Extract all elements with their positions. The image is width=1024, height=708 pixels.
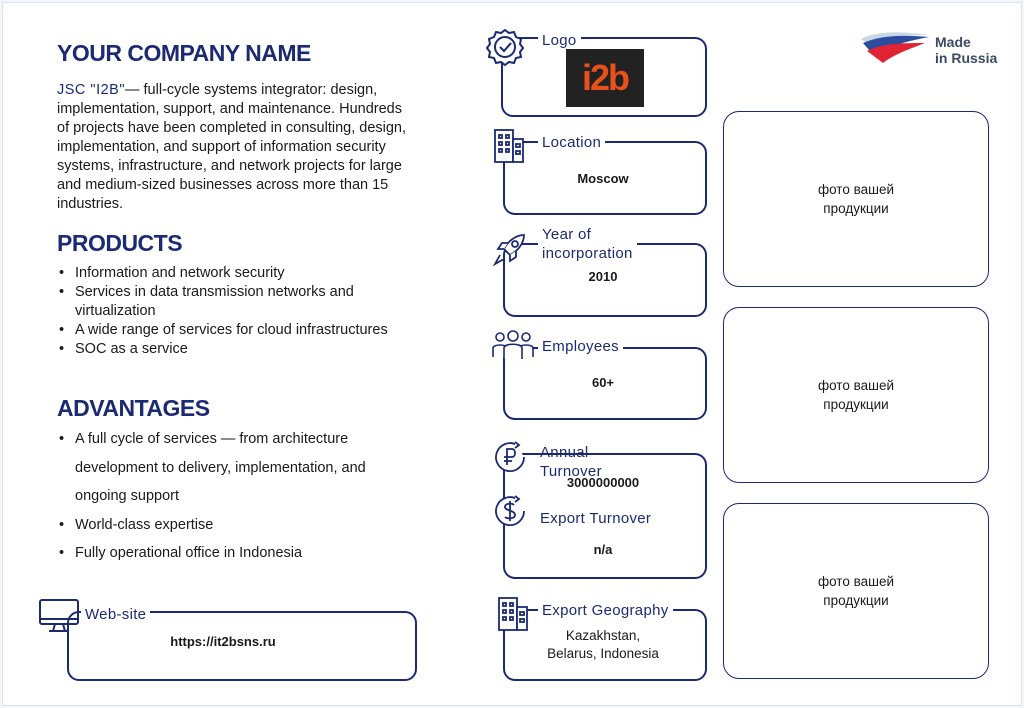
page (2, 2, 1022, 706)
employees-label: Employees (538, 338, 623, 355)
dollar-coin-icon (492, 493, 528, 529)
company-intro-prefix: JSC "I2B" (57, 82, 125, 98)
location-label: Location (538, 134, 605, 151)
year-label (538, 225, 637, 263)
advantages-list (57, 425, 407, 568)
people-icon (490, 329, 536, 361)
rocket-icon (490, 229, 530, 269)
export-turnover-value: n/a (593, 542, 613, 557)
made-in-line2: in Russia (935, 50, 998, 66)
turnover-label-line1: Annual (540, 444, 589, 461)
export-geography-value (523, 627, 683, 663)
company-title: YOUR COMPANY NAME (57, 40, 311, 66)
made-in-russia-label (935, 34, 997, 66)
product-item: • Services in data transmission networks and virtualization (57, 283, 402, 321)
advantages-title: ADVANTAGES (57, 395, 210, 421)
export-geography-line1: Kazakhstan, (565, 628, 641, 643)
company-intro (57, 81, 409, 214)
website-label: Web-site (81, 606, 150, 623)
year-label-line1: Year of (542, 226, 592, 243)
export-geography-line2: Belarus, Indonesia (547, 646, 659, 661)
monitor-icon (37, 597, 81, 635)
company-intro-text: — full-cycle systems integrator: design, implementation, support, and maintenance. Hundreds of projects have been completed in consulting, design, implementation, and support of information security systems, infrastructure, and network projects for large and medium-sized businesses across more than 15 industries. (57, 82, 407, 212)
photo-caption-line1: фото вашей (817, 378, 895, 393)
product-item: • SOC as a service (57, 340, 402, 359)
photo-caption-line2: продукции (823, 593, 889, 608)
logo-label: Logo (538, 32, 581, 49)
product-item: • Information and network security (57, 264, 402, 283)
location-value: Moscow (577, 171, 629, 186)
products-title: PRODUCTS (57, 230, 183, 256)
website-link[interactable]: https://it2bsns.ru (170, 634, 276, 649)
photo-caption-line1: фото вашей (817, 182, 895, 197)
product-item: • A wide range of services for cloud infrastructures (57, 321, 402, 340)
year-label-line2: incorporation (542, 245, 633, 262)
turnover-label-line2: Turnover (540, 463, 602, 480)
photo-caption-line2: продукции (823, 201, 889, 216)
russia-flag-swoosh-icon (859, 29, 931, 65)
export-turnover-label: Export Turnover (536, 510, 655, 527)
photo-caption-line1: фото вашей (817, 574, 895, 589)
ruble-coin-icon (492, 439, 528, 475)
export-geography-label: Export Geography (538, 602, 673, 619)
badge-check-icon (485, 27, 525, 67)
turnover-value: 3000000000 (566, 475, 640, 490)
company-logo-text: i2b (581, 57, 628, 98)
product-photo-placeholder (723, 503, 989, 679)
photo-caption-line2: продукции (823, 397, 889, 412)
company-logo (566, 49, 644, 107)
building-icon (492, 127, 526, 165)
made-in-line1: Made (935, 34, 971, 50)
employees-value: 60+ (591, 375, 615, 390)
advantage-item: • Fully operational office in Indonesia (57, 539, 407, 568)
product-photo-placeholder (723, 111, 989, 287)
year-value: 2010 (588, 269, 618, 284)
products-list (57, 264, 402, 359)
advantage-item: • World-class expertise (57, 511, 407, 540)
advantage-item: • A full cycle of services — from architecture development to delivery, implementation, and ongoing support (57, 425, 407, 511)
product-photo-placeholder (723, 307, 989, 483)
